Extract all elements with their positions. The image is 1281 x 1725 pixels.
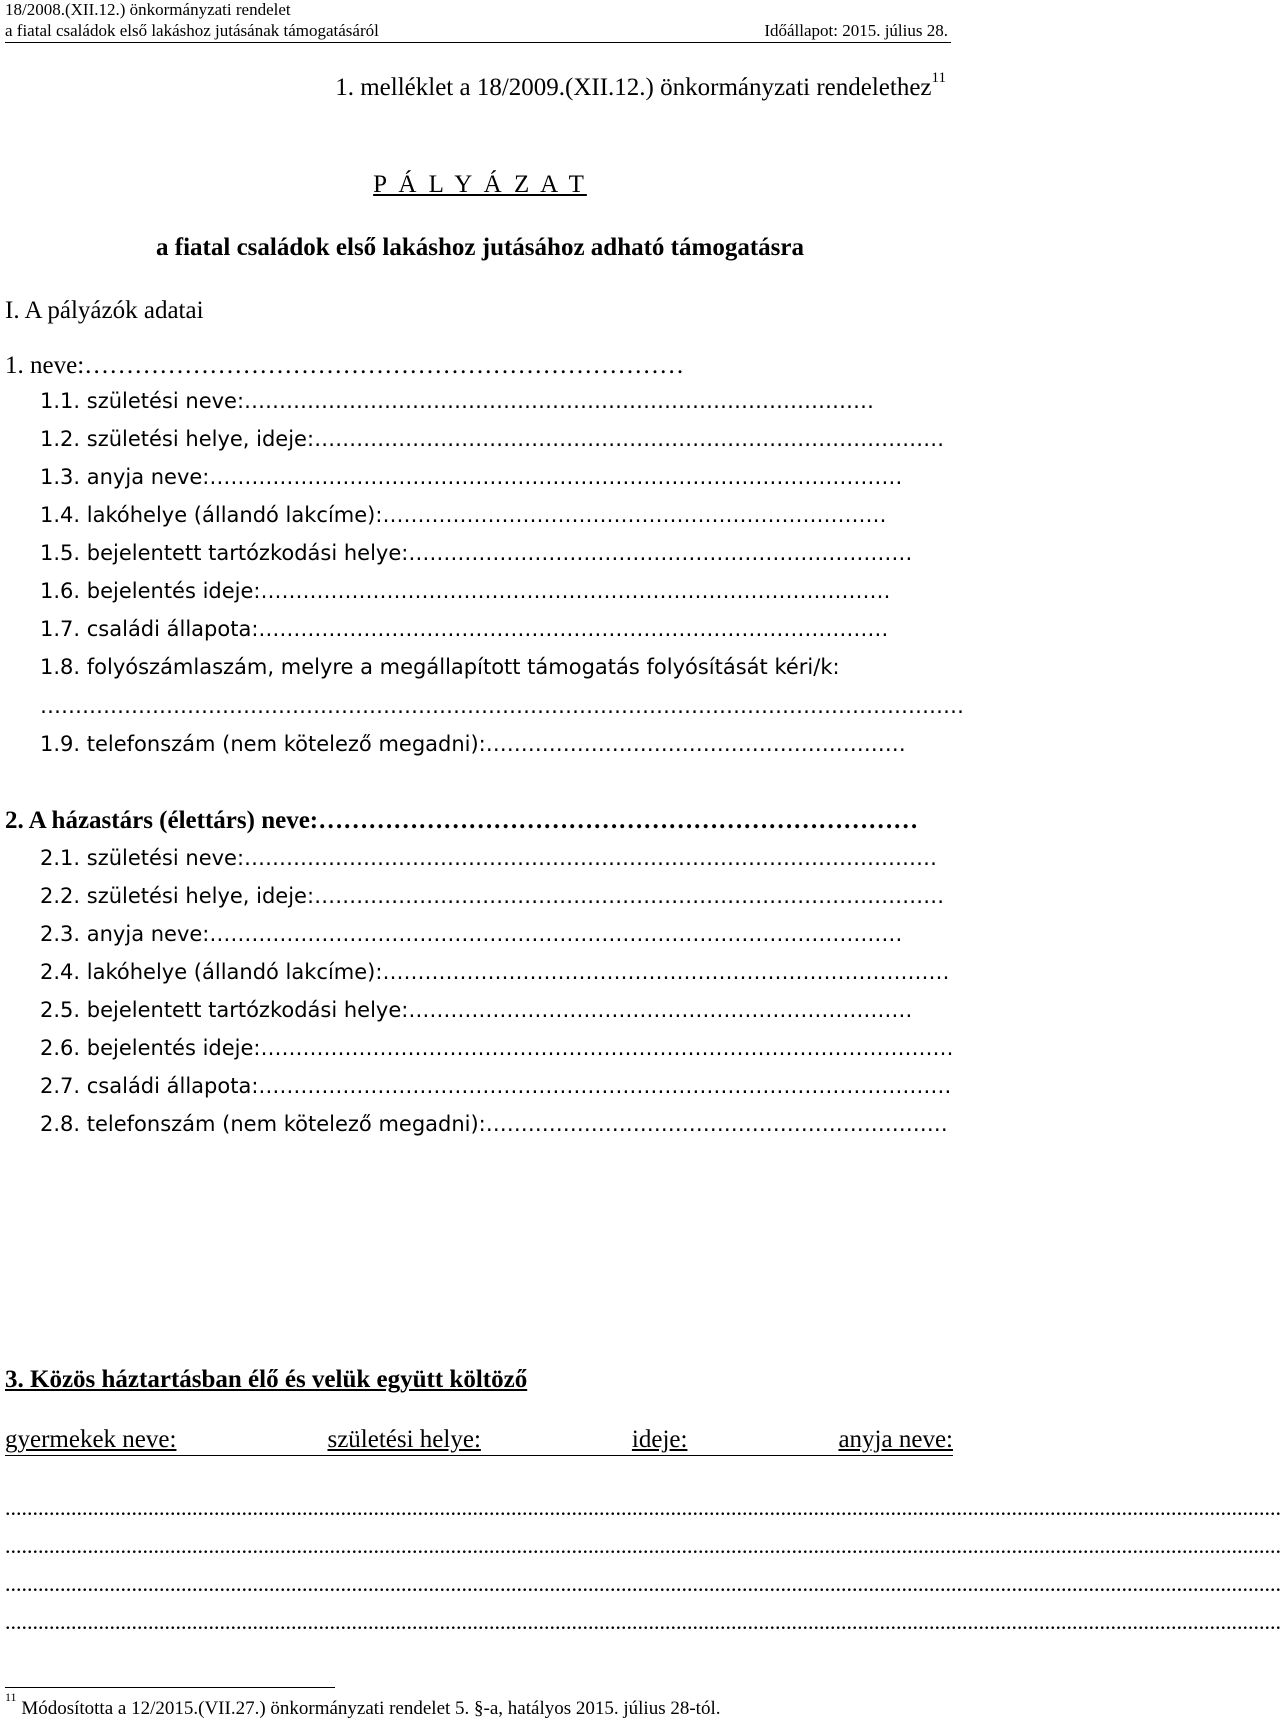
field-1-6-blank[interactable]: ………………………………………………………………………………	[260, 579, 891, 603]
field-2-4-blank[interactable]: ………………………………………………………………………	[382, 960, 950, 984]
footnote-rule	[5, 1687, 335, 1688]
field-2-8-blank[interactable]: …………………………………………………………	[485, 1112, 948, 1136]
footnote-number: 11	[5, 1689, 17, 1704]
field-1-2: 1.2. születési helye, ideje:………………………………………………………………………………	[40, 427, 945, 451]
section-2-heading: 2. A házastárs (élettárs) neve:………………………………………………………………	[5, 807, 919, 834]
field-2-6-blank[interactable]: ………………………………………………………………………………………	[260, 1036, 954, 1060]
header-rule	[5, 42, 951, 43]
section-1-heading: I. A pályázók adatai	[5, 297, 204, 324]
field-1-4: 1.4. lakóhelye (állandó lakcíme):………………………………………………………………	[40, 503, 887, 527]
field-1-9: 1.9. telefonszám (nem kötelező megadni):……………………………………………………	[40, 732, 906, 756]
applicant-name-field: 1. neve:………………………………………………………………	[5, 351, 824, 381]
field-2-5-blank[interactable]: ………………………………………………………………	[408, 998, 913, 1022]
field-1-8: 1.8. folyószámlaszám, melyre a megállapított támogatás folyósítását kéri/k:	[40, 655, 840, 679]
field-1-3: 1.3. anyja neve:………………………………………………………………………………………	[40, 465, 903, 489]
running-header-title: 18/2008.(XII.12.) önkormányzati rendelet	[5, 0, 291, 19]
section-3-heading: 3. Közös háztartásban élő és velük együtt költöző	[5, 1366, 528, 1393]
col-children-name: gyermekek neve:	[5, 1426, 177, 1453]
running-header-date: Időállapot: 2015. július 28.	[764, 21, 948, 40]
field-2-3: 2.3. anyja neve:………………………………………………………………………………………	[40, 922, 903, 946]
field-1-4-blank[interactable]: ………………………………………………………………	[382, 503, 887, 527]
annex-reference: 1. melléklet a 18/2009.(XII.12.) önkormányzati rendelethez$^{11}$	[335, 69, 946, 101]
field-1-6: 1.6. bejelentés ideje:………………………………………………………………………………	[40, 579, 891, 603]
field-2-5: 2.5. bejelentett tartózkodási helye:………………………………………………………………	[40, 998, 913, 1022]
field-1-5: 1.5. bejelentett tartózkodási helye:………………………………………………………………	[40, 541, 913, 565]
field-2-7: 2.7. családi állapota:………………………………………………………………………………………	[40, 1074, 952, 1098]
running-header-subtitle	[5, 21, 948, 41]
children-row-blank[interactable]: ........................................................................................................................................................................................................................................	[5, 1571, 1281, 1596]
field-2-7-blank[interactable]: ………………………………………………………………………………………	[258, 1074, 952, 1098]
field-2-2: 2.2. születési helye, ideje:………………………………………………………………………………	[40, 884, 945, 908]
field-1-9-blank[interactable]: ……………………………………………………	[485, 732, 906, 756]
footnote-ref: 11	[931, 69, 946, 86]
field-2-3-blank[interactable]: ………………………………………………………………………………………	[209, 922, 903, 946]
field-1-5-blank[interactable]: ………………………………………………………………	[408, 541, 913, 565]
col-birthdate: ideje:	[631, 1426, 688, 1453]
spouse-name-blank[interactable]: ………………………………………………………………	[318, 807, 919, 834]
footnote	[5, 1689, 721, 1720]
children-row-blank[interactable]: ........................................................................................................................................................................................................................................	[5, 1533, 1281, 1558]
field-1-3-blank[interactable]: ………………………………………………………………………………………	[209, 465, 903, 489]
field-2-6: 2.6. bejelentés ideje:………………………………………………………………………………………	[40, 1036, 954, 1060]
applicant-name-blank[interactable]: ………………………………………………………………	[84, 352, 685, 379]
col-birthplace: születési helye:	[327, 1426, 481, 1453]
children-table-header	[5, 1425, 953, 1456]
field-2-4: 2.4. lakóhelye (állandó lakcíme):………………………………………………………………………	[40, 960, 950, 984]
field-1-8-blank[interactable]: ……………………………………………………………………………………………………………………	[40, 694, 964, 718]
running-header-subject: a fiatal családok első lakáshoz jutásának támogatásáról	[5, 21, 379, 40]
field-2-2-blank[interactable]: ………………………………………………………………………………	[314, 884, 945, 908]
col-mother-name: anyja neve:	[838, 1426, 953, 1453]
footnote-text: Módosította a 12/2015.(VII.27.) önkormányzati rendelet 5. §-a, hatályos 2015. július 28-tól.	[21, 1698, 721, 1719]
form-title: P Á L Y Á Z A T	[373, 171, 587, 198]
field-2-1: 2.1. születési neve:………………………………………………………………………………………	[40, 846, 938, 870]
field-1-7: 1.7. családi állapota:………………………………………………………………………………	[40, 617, 889, 641]
field-1-2-blank[interactable]: ………………………………………………………………………………	[314, 427, 945, 451]
children-row-blank[interactable]: ........................................................................................................................................................................................................................................	[5, 1609, 1281, 1634]
field-1-1: 1.1. születési neve:………………………………………………………………………………	[40, 389, 875, 413]
form-subtitle: a fiatal családok első lakáshoz jutásához adható támogatásra	[156, 234, 804, 261]
field-1-8-line	[40, 692, 964, 720]
field-2-1-blank[interactable]: ………………………………………………………………………………………	[244, 846, 938, 870]
field-1-1-blank[interactable]: ………………………………………………………………………………	[244, 389, 875, 413]
field-2-8: 2.8. telefonszám (nem kötelező megadni):…………………………………………………………	[40, 1112, 948, 1136]
field-1-7-blank[interactable]: ………………………………………………………………………………	[258, 617, 889, 641]
children-row-blank[interactable]: ........................................................................................................................................................................................................................................	[5, 1495, 1281, 1520]
